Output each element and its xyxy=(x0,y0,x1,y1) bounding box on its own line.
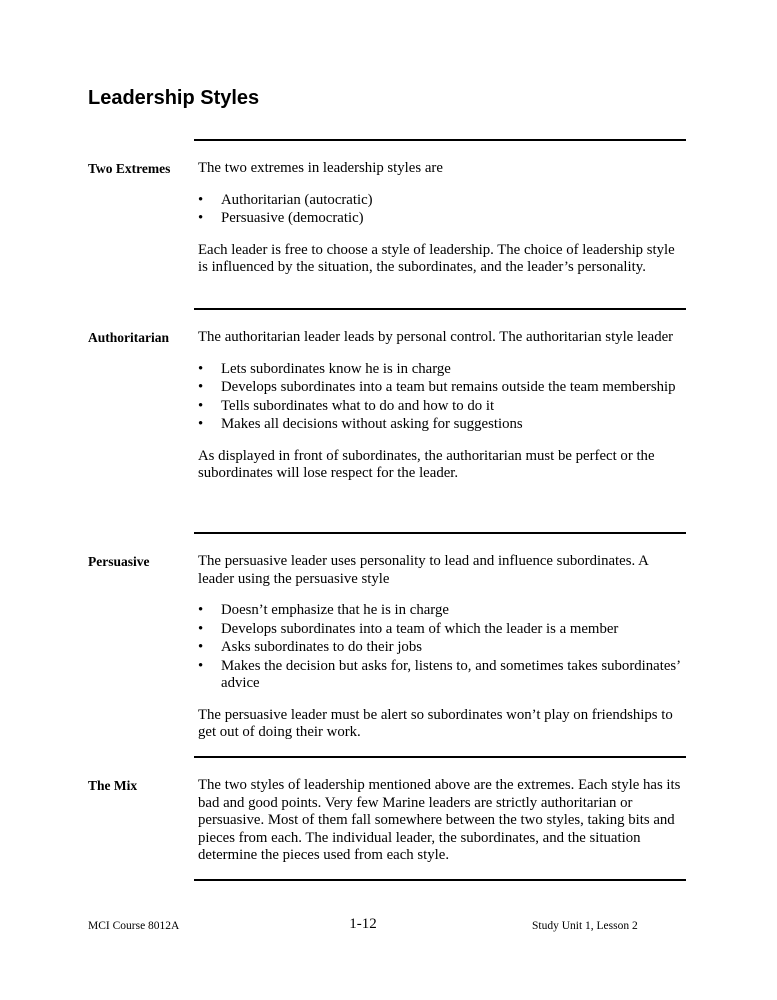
footer-unit: Study Unit 1, Lesson 2 xyxy=(532,920,638,932)
list-item: • Develops subordinates into a team of which the leader is a member xyxy=(198,621,684,639)
list-item: • Asks subordinates to do their jobs xyxy=(198,639,684,657)
section-closing: The persuasive leader must be alert so subordinates won’t play on friendships to get out of doing their work. xyxy=(198,706,673,740)
section-label-persuasive: Persuasive xyxy=(88,554,150,569)
list-item: • Makes all decisions without asking for suggestions xyxy=(198,416,684,434)
list-item: • Makes the decision but asks for, listens to, and sometimes takes subordinates’ advice xyxy=(198,658,684,693)
section-divider xyxy=(194,756,686,758)
list-item: • Authoritarian (autocratic) xyxy=(198,192,684,210)
section-divider xyxy=(194,879,686,881)
section-body-persuasive xyxy=(198,553,684,742)
section-closing: As displayed in front of subordinates, the authoritarian must be perfect or the subordinates will lose respect for the leader. xyxy=(198,447,655,481)
section-closing: Each leader is free to choose a style of leadership. The choice of leadership style is influenced by the situation, the subordinates, and the leader’s personality. xyxy=(198,241,675,275)
section-intro: The persuasive leader uses personality to lead and influence subordinates. A leader using the persuasive style xyxy=(198,553,648,587)
page-number: 1-12 xyxy=(349,916,377,932)
section-intro: The two styles of leadership mentioned above are the extremes. Each style has its bad and good points. Very few Marine leaders are strictly authoritarian or persuasive. Most of them fall somewhere between the two styles, taking bits and pieces from each. The individual leader, the subordinates, and the situation determine the pieces used from each style. xyxy=(198,777,681,863)
section-intro: The authoritarian leader leads by personal control. The authoritarian style leader xyxy=(198,329,674,345)
list-item: • Develops subordinates into a team but remains outside the team membership xyxy=(198,379,684,397)
section-divider xyxy=(194,308,686,310)
bullet-list xyxy=(198,602,684,693)
bullet-list xyxy=(198,361,684,434)
list-item: • Tells subordinates what to do and how to do it xyxy=(198,398,684,416)
section-body-the-mix xyxy=(198,777,684,865)
page-title: Leadership Styles xyxy=(88,87,260,109)
section-divider xyxy=(194,139,686,141)
section-label-the-mix: The Mix xyxy=(88,778,138,793)
list-item: • Lets subordinates know he is in charge xyxy=(198,361,684,379)
section-intro: The two extremes in leadership styles are xyxy=(198,160,443,176)
section-label-two-extremes: Two Extremes xyxy=(88,161,171,176)
footer-course: MCI Course 8012A xyxy=(88,920,180,932)
list-item: • Persuasive (democratic) xyxy=(198,210,684,228)
section-body-authoritarian xyxy=(198,329,684,483)
section-label-authoritarian: Authoritarian xyxy=(88,330,169,345)
bullet-list xyxy=(198,192,684,228)
section-divider xyxy=(194,532,686,534)
section-body-two-extremes xyxy=(198,160,684,277)
list-item: • Doesn’t emphasize that he is in charge xyxy=(198,602,684,620)
